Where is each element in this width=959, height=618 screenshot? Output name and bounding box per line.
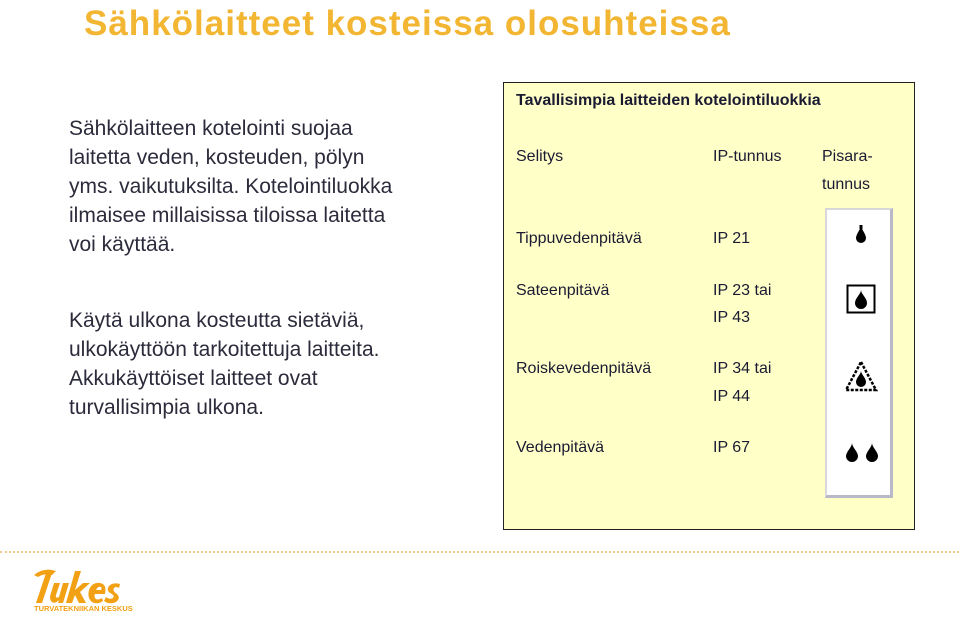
footer-divider [0, 551, 959, 553]
row-ip-code: IP 43 [713, 309, 751, 326]
row-ip-code: IP 34 tai [713, 360, 772, 377]
ip-class-table [503, 82, 915, 530]
table-heading: Tavallisimpia laitteiden kotelointiluokkia [516, 92, 821, 109]
row-ip-code: IP 44 [713, 388, 751, 405]
col-header-description: Selitys [516, 148, 564, 165]
row-description: Vedenpitävä [516, 439, 605, 456]
row-description: Sateenpitävä [516, 282, 610, 299]
row-ip-code: IP 21 [713, 230, 751, 247]
advice-line: ulkokäyttöön tarkoitettuja laitteita. [69, 338, 380, 361]
intro-line: ilmaisee millaisissa tiloissa laitetta [69, 204, 386, 227]
col-header-symbol: Pisara- [822, 148, 873, 165]
row-description: Tippuvedenpitävä [516, 230, 642, 247]
drop-in-square-icon [846, 284, 876, 314]
single-drop-icon [853, 224, 869, 246]
row-description: Roiskevedenpitävä [516, 360, 652, 377]
advice-line: Käytä ulkona kosteutta sietäviä, [69, 309, 365, 332]
row-ip-code: IP 23 tai [713, 282, 772, 299]
symbol-panel [825, 208, 893, 498]
col-header-ip-code: IP-tunnus [713, 148, 782, 165]
page-title: Sähkölaitteet kosteissa olosuhteissa [84, 4, 731, 43]
intro-line: laitetta veden, kosteuden, pölyn [69, 146, 365, 169]
double-drop-icon [843, 442, 881, 464]
advice-line: turvallisimpia ulkona. [69, 396, 264, 419]
intro-paragraph [69, 114, 469, 259]
advice-line: Akkukäyttöiset laitteet ovat [69, 367, 318, 390]
advice-paragraph [69, 306, 469, 422]
svg-text:TURVATEKNIIKAN KESKUS: TURVATEKNIIKAN KESKUS [34, 604, 133, 613]
intro-line: Sähkölaitteen kotelointi suojaa [69, 117, 353, 140]
row-ip-code: IP 67 [713, 439, 751, 456]
col-header-symbol: tunnus [822, 176, 871, 193]
intro-line: yms. vaikutuksilta. Kotelointiluokka [69, 175, 393, 198]
drop-in-triangle-icon [844, 360, 878, 392]
intro-line: voi käyttää. [69, 233, 176, 256]
tukes-logo [30, 563, 140, 618]
